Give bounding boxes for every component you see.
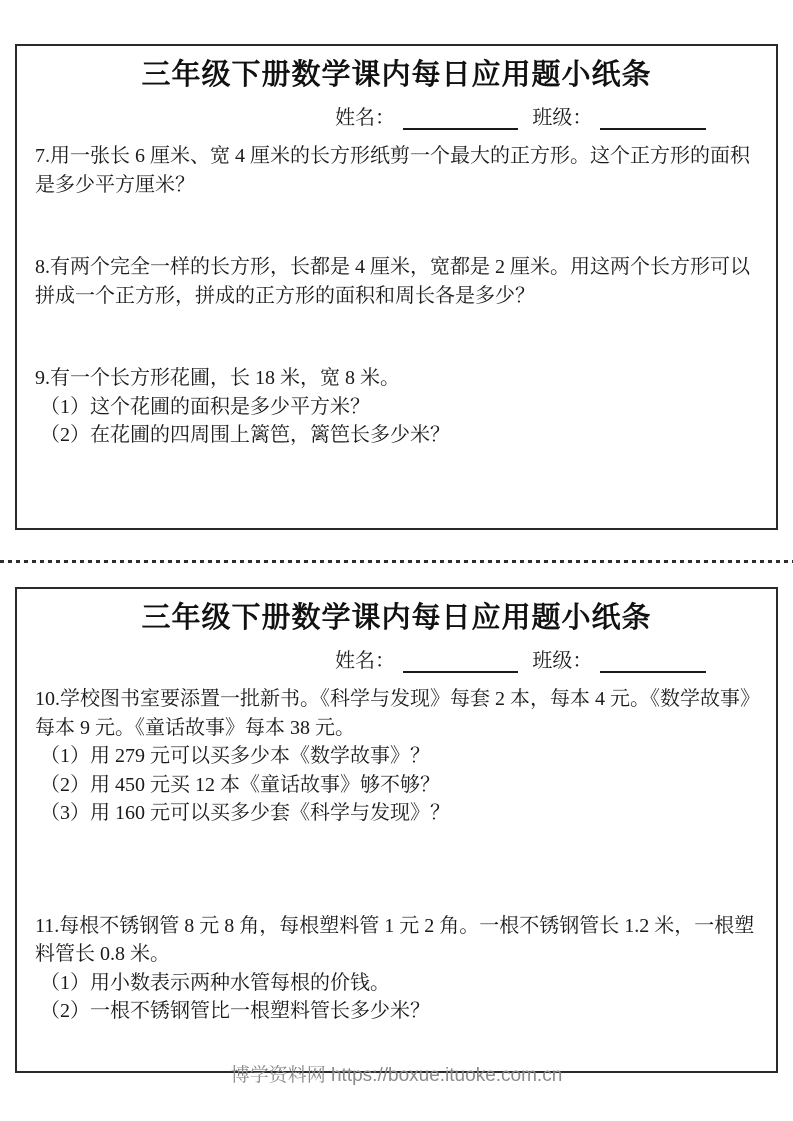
problem-11-text: 11.每根不锈钢管 8 元 8 角，每根塑料管 1 元 2 角。一根不锈钢管长 1.2 米，一根塑料管长 0.8 米。 <box>35 914 755 965</box>
name-label: 姓名： <box>335 107 395 129</box>
class-blank-line <box>600 108 706 130</box>
name-label: 姓名： <box>335 650 395 672</box>
problem-9-sub-1: （1）这个花圃的面积是多少平方米？ <box>40 395 370 418</box>
slip-2-problems <box>17 673 776 1026</box>
name-blank-line <box>403 108 518 130</box>
problem-11-sub-1: （1）用小数表示两种水管每根的价钱。 <box>40 971 390 994</box>
cut-line-divider <box>0 560 793 563</box>
problem-7 <box>35 142 760 199</box>
problem-10 <box>35 685 760 828</box>
problem-11-sub-2: （2）一根不锈钢管比一根塑料管长多少米？ <box>40 1000 430 1022</box>
watermark: 博学资料网 https://boxue.ituoke.com.cn <box>230 1065 563 1086</box>
problem-9 <box>35 364 760 450</box>
name-blank-line <box>403 651 518 673</box>
slip-1-problems <box>17 130 776 450</box>
slip-1-name-class-row <box>335 106 706 130</box>
problem-10-sub-2: （2）用 450 元买 12 本《童话故事》够不够？ <box>40 773 440 796</box>
slip-1-title: 三年级下册数学课内每日应用题小纸条 <box>141 59 652 91</box>
problem-8-text: 8.有两个完全一样的长方形，长都是 4 厘米，宽都是 2 厘米。用这两个长方形可以拼成一个正方形，拼成的正方形的面积和周长各是多少？ <box>35 256 750 307</box>
slip-2-name-class-row <box>335 649 706 673</box>
problem-7-text: 7.用一张长 6 厘米、宽 4 厘米的长方形纸剪一个最大的正方形。这个正方形的面积是多少平方厘米？ <box>35 145 750 196</box>
problem-11 <box>35 912 760 1026</box>
problem-10-text: 10.学校图书室要添置一批新书。《科学与发现》每套 2 本，每本 4 元。《数学故事》每本 9 元。《童话故事》每本 38 元。 <box>35 688 760 739</box>
problem-9-text: 9.有一个长方形花圃，长 18 米，宽 8 米。 <box>35 367 400 389</box>
slip-2-title: 三年级下册数学课内每日应用题小纸条 <box>141 602 652 634</box>
class-label: 班级： <box>532 650 593 672</box>
worksheet-slip-2 <box>15 587 778 1073</box>
class-label: 班级： <box>532 107 593 129</box>
problem-9-sub-2: （2）在花圃的四周围上篱笆，篱笆长多少米？ <box>40 424 450 446</box>
worksheet-slip-1 <box>15 44 778 530</box>
class-blank-line <box>600 651 706 673</box>
problem-10-sub-3: （3）用 160 元可以买多少套《科学与发现》？ <box>40 802 450 824</box>
problem-10-sub-1: （1）用 279 元可以买多少本《数学故事》？ <box>40 745 430 767</box>
problem-8 <box>35 253 760 310</box>
